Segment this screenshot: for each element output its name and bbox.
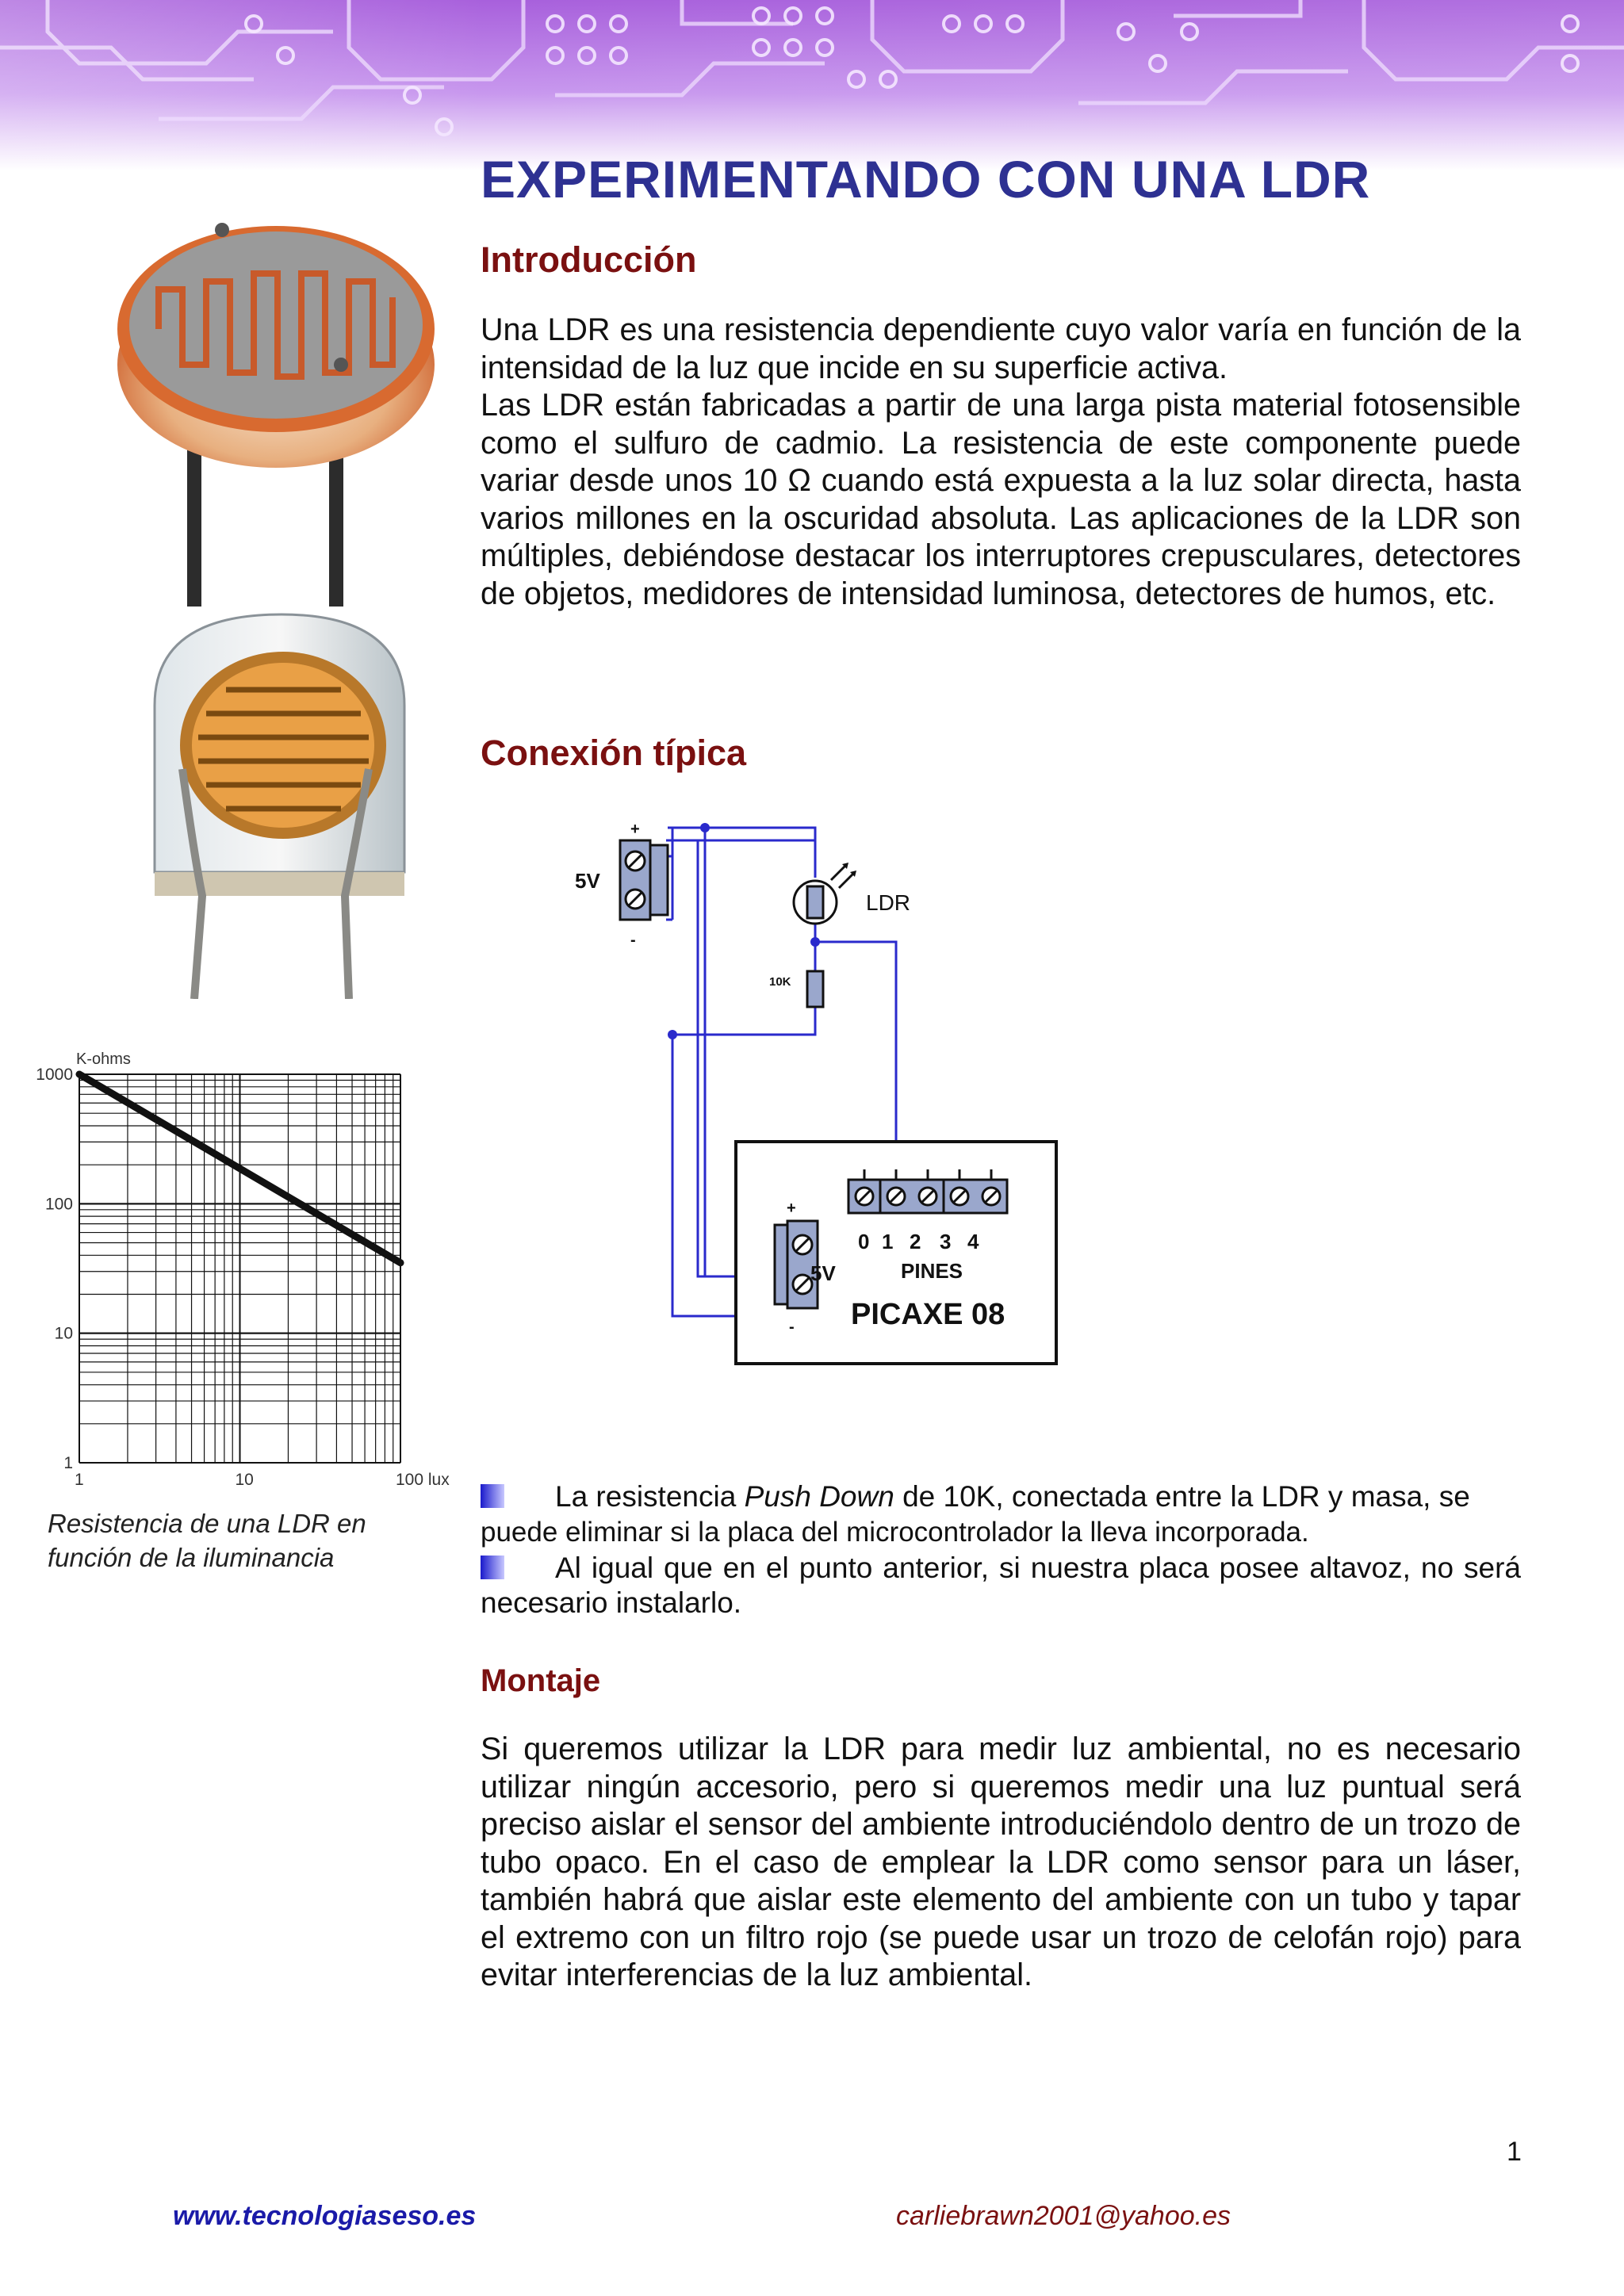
- chart-caption: Resistencia de una LDR en función de la iluminancia: [48, 1509, 366, 1572]
- ldr-resistance-chart: [24, 1047, 468, 1490]
- page-title: EXPERIMENTANDO CON UNA LDR: [481, 150, 1371, 209]
- intro-paragraph: [481, 312, 1521, 613]
- chart-y-tick-label: 10: [54, 1324, 73, 1343]
- ldr-photo-ceramic: [111, 194, 452, 607]
- circuit-diagram: [555, 809, 1078, 1387]
- footer-website-link[interactable]: www.tecnologiaseso.es: [173, 2201, 477, 2231]
- note-bullet-2: Al igual que en el punto anterior, si nuestra placa posee altavoz, no será necesario instalarlo.: [481, 1552, 1521, 1619]
- chart-unit-label: K-ohms: [76, 1050, 131, 1068]
- ldr-label: LDR: [866, 890, 911, 915]
- intro-paragraph-1: Una LDR es una resistencia dependiente cuyo valor varía en función de la intensidad de la luz que incide en su superficie activa.: [481, 312, 1521, 385]
- pin-number-2: 2: [910, 1230, 921, 1253]
- board-minus-label: -: [789, 1318, 795, 1336]
- chart-y-tick-label: 1: [63, 1454, 73, 1472]
- bullet-square-icon: [481, 1484, 504, 1508]
- section-heading-montaje: Montaje: [481, 1663, 601, 1698]
- header-banner: [0, 0, 1624, 170]
- chart-y-tick-label: 1000: [36, 1066, 73, 1084]
- note-bullet-1: La resistencia Push Down de 10K, conectada entre la LDR y masa, se puede eliminar si la placa del microcontrolador la lleva incorporada.: [481, 1480, 1470, 1548]
- page-number: 1: [1507, 2137, 1522, 2167]
- pin-number-4: 4: [967, 1230, 979, 1253]
- board-plus-label: +: [787, 1200, 796, 1217]
- supply-minus-label: -: [630, 932, 636, 949]
- chart-x-tick-label: 100 lux: [396, 1471, 450, 1489]
- board-name-label: PICAXE 08: [851, 1298, 1005, 1331]
- pins-label: PINES: [901, 1259, 963, 1283]
- pin-number-0: 0: [858, 1230, 870, 1253]
- footer-email-link[interactable]: carliebrawn2001@yahoo.es: [896, 2201, 1231, 2231]
- bullet-square-icon: [481, 1556, 504, 1579]
- chart-x-tick-label: 1: [75, 1471, 84, 1489]
- junction-dot-ldr: [810, 937, 820, 947]
- circuit-board-banner-image: [0, 0, 1624, 170]
- junction-dot-gnd: [668, 1030, 677, 1039]
- intro-paragraph-2: Las LDR están fabricadas a partir de una larga pista material fotosensible como el sulfuro de cadmio. La resistencia de este componente puede variar desde unos 10 Ω cuando está expuesta a la luz solar directa, hasta varios millones en la oscuridad absoluta. Las aplicaciones de la LDR son múltiples, debiéndose destacar los interruptores crepusculares, detectores de objetos, medidores de intensidad luminosa, detectores de humos, etc.: [481, 388, 1521, 611]
- supply-voltage-label: 5V: [575, 869, 600, 893]
- pin-number-1: 1: [882, 1230, 894, 1253]
- section-heading-conexion: Conexión típica: [481, 733, 747, 773]
- pin-number-3: 3: [940, 1230, 952, 1253]
- board-supply-label: 5V: [810, 1261, 836, 1285]
- emphasis-push-down: Push Down: [744, 1480, 894, 1513]
- montaje-paragraph: Si queremos utilizar la LDR para medir luz ambiental, no es necesario utilizar ningún accesorio, pero si queremos medir una luz puntual será preciso aislar el sensor del ambiente introduciéndolo dentro de un trozo de tubo opaco. En el caso de emplear la LDR como sensor para un láser, también habrá que aislar este elemento del ambiente con un tubo y tapar el extremo con un filtro rojo (se puede usar un trozo de celofán rojo) para evitar interferencias de la luz ambiental.: [481, 1732, 1521, 1992]
- supply-terminal-block: [620, 840, 668, 920]
- section-heading-introduccion: Introducción: [481, 239, 697, 280]
- ldr-photo-encapsulated: [139, 610, 420, 999]
- ldr-symbol: [794, 863, 856, 924]
- supply-plus-label: +: [630, 821, 640, 838]
- chart-x-tick-label: 10: [235, 1471, 254, 1489]
- chart-y-tick-label: 100: [44, 1195, 73, 1214]
- resistor-symbol: [807, 971, 823, 1007]
- resistor-label: 10K: [769, 975, 791, 989]
